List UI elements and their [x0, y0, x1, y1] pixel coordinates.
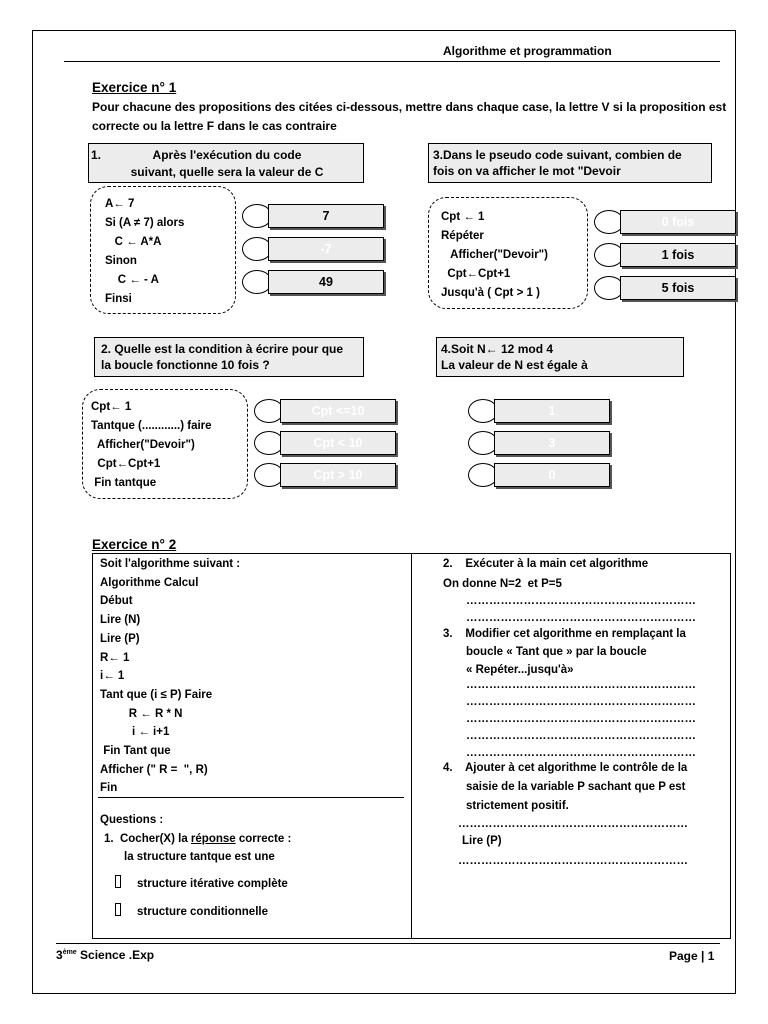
answer-line: ……………………………………………………: [466, 679, 696, 691]
q3-code-block: [428, 197, 588, 309]
q3-line2: fois on va afficher le mot "Devoir: [433, 164, 621, 178]
footer-level-sup: ème: [62, 949, 77, 956]
code-line: Si (A ≠ 7) alors: [105, 217, 185, 229]
q1-line2: suivant, quelle sera la valeur de C: [130, 165, 324, 179]
ex2-choice-1: [115, 875, 288, 890]
ex2-r-q3-line3: « Repéter...jusqu'à»: [466, 664, 574, 676]
q2-code-block: [82, 389, 248, 499]
code-line: Cpt← 1: [91, 401, 132, 413]
code-line: Cpt←Cpt+1: [91, 458, 161, 470]
ex2-q1-prefix: 1. Cocher(X) la: [104, 833, 191, 845]
ex1-instruction-line1: Pour chacune des propositions des citées ci-dessous, mettre dans chaque case, la lettre V si la proposition est: [92, 100, 727, 114]
algo-line: Lire (P): [100, 632, 140, 645]
q2-option: Cpt <=10: [280, 399, 396, 423]
answer-line: ……………………………………………………: [466, 747, 696, 759]
q3-line1: 3.Dans le pseudo code suivant, combien de: [433, 148, 682, 162]
q2-question-box: [94, 337, 364, 377]
ex2-right-column: [443, 555, 648, 593]
q3-question-box: [428, 143, 712, 183]
q4-line2: La valeur de N est égale à: [441, 358, 588, 372]
q3-option: 0 fois: [620, 210, 736, 234]
q4-line1: 4.Soit N← 12 mod 4: [441, 342, 554, 356]
q4-option: 0: [494, 463, 610, 487]
header-rule: [64, 61, 720, 62]
ex2-r-q2-line1: 2. Exécuter à la main cet algorithme: [443, 558, 649, 570]
q2-line2: la boucle fonctionne 10 fois ?: [101, 358, 270, 372]
code-line: Répéter: [441, 230, 484, 242]
header-title: Algorithme et programmation: [443, 44, 612, 58]
code-line: Cpt←Cpt+1: [441, 268, 511, 280]
ex2-title: Exercice n° 2: [92, 537, 177, 552]
answer-line: ……………………………………………………: [466, 696, 696, 708]
q2-option: Cpt > 10: [280, 463, 396, 487]
ex2-r-q3: [443, 625, 686, 679]
q1-number: 1.: [91, 148, 102, 162]
answer-line: ……………………………………………………: [466, 612, 696, 624]
code-line: Afficher("Devoir"): [441, 249, 548, 261]
ex2-q1: [104, 833, 291, 845]
code-line: A← 7: [105, 198, 135, 210]
ex2-questions-title: Questions :: [100, 814, 164, 826]
footer-rule: [56, 943, 720, 944]
algo-line: R ← R * N: [100, 707, 183, 720]
ex1-title: Exercice n° 1: [92, 80, 177, 95]
footer-level: [56, 948, 154, 962]
code-line: C ← A*A: [105, 236, 162, 248]
algo-line: i ← i+1: [100, 726, 170, 739]
algo-line: Afficher (" R = ", R): [100, 763, 208, 776]
q2-option: Cpt < 10: [280, 431, 396, 455]
ex2-algorithm: [100, 555, 240, 798]
code-line: Tantque (............) faire: [91, 420, 212, 432]
ex2-r-q4-line1: 4. Ajouter à cet algorithme le contrôle de la: [443, 762, 688, 774]
q1-option: 7: [268, 204, 384, 228]
ex2-r-q3-line1: 3. Modifier cet algorithme en remplaçant la: [443, 628, 686, 640]
algo-line: Soit l'algorithme suivant :: [100, 558, 241, 570]
ex2-r-q4-line2: saisie de la variable P sachant que P est: [466, 781, 686, 793]
ex2-r-q2-line2: On donne N=2 et P=5: [443, 578, 562, 590]
q1-option: 49: [268, 270, 384, 294]
algo-line: R← 1: [100, 651, 130, 664]
ex2-column-divider: [411, 553, 412, 939]
code-line: Finsi: [105, 293, 132, 305]
q3-option: 5 fois: [620, 276, 736, 300]
algo-line: Fin Tant que: [100, 745, 171, 758]
code-line: Sinon: [105, 255, 137, 267]
code-line: C ← - A: [105, 274, 159, 286]
algo-line: Lire (N): [100, 614, 141, 627]
algo-line: Algorithme Calcul: [100, 576, 199, 589]
q3-option: 1 fois: [620, 243, 736, 267]
ex2-choice-2: [115, 903, 268, 918]
ex2-r-q4: [443, 759, 687, 816]
footer-level-num: 3: [56, 948, 63, 962]
algo-line: i← 1: [100, 670, 125, 683]
q1-line1: Après l'exécution du code: [152, 148, 302, 162]
q1-option: -7: [268, 237, 384, 261]
choice-label: structure conditionnelle: [137, 906, 268, 918]
code-line: Jusqu'à ( Cpt > 1 ): [441, 287, 540, 299]
footer-page: Page | 1: [669, 949, 715, 963]
ex2-separator: [98, 797, 404, 798]
checkbox[interactable]: [115, 903, 121, 916]
code-line: Cpt ← 1: [441, 211, 485, 223]
q4-question-box: [436, 337, 684, 377]
code-line: Fin tantque: [91, 477, 157, 489]
ex2-q1-line2: la structure tantque est une: [124, 851, 275, 863]
algo-line: Début: [100, 595, 133, 608]
answer-line: ……………………………………………………: [458, 855, 688, 867]
ex1-instruction-line2: correcte ou la lettre F dans le cas contraire: [92, 119, 337, 133]
q2-line1: 2. Quelle est la condition à écrire pour que: [101, 342, 344, 356]
algo-line: Fin: [100, 782, 118, 795]
checkbox[interactable]: [115, 875, 121, 888]
ex2-r-lire-p: Lire (P): [462, 835, 502, 847]
answer-line: ……………………………………………………: [466, 713, 696, 725]
q1-code-block: [90, 186, 236, 314]
answer-line: ……………………………………………………: [466, 730, 696, 742]
algo-line: Tant que (i ≤ P) Faire: [100, 688, 213, 701]
q1-question-box: [88, 143, 364, 183]
answer-line: ……………………………………………………: [458, 818, 688, 830]
q4-option: 3: [494, 431, 610, 455]
footer-level-text: Science .Exp: [76, 948, 155, 962]
ex2-r-q4-line3: strictement positif.: [466, 800, 569, 812]
choice-label: structure itérative complète: [137, 878, 288, 890]
ex2-r-q3-line2: boucle « Tant que » par la boucle: [466, 646, 647, 658]
code-line: Afficher("Devoir"): [91, 439, 195, 451]
ex2-q1-suffix: correcte :: [235, 833, 292, 845]
ex2-q1-underlined: réponse: [190, 833, 236, 845]
answer-line: ……………………………………………………: [466, 595, 696, 607]
q4-option: 1: [494, 399, 610, 423]
